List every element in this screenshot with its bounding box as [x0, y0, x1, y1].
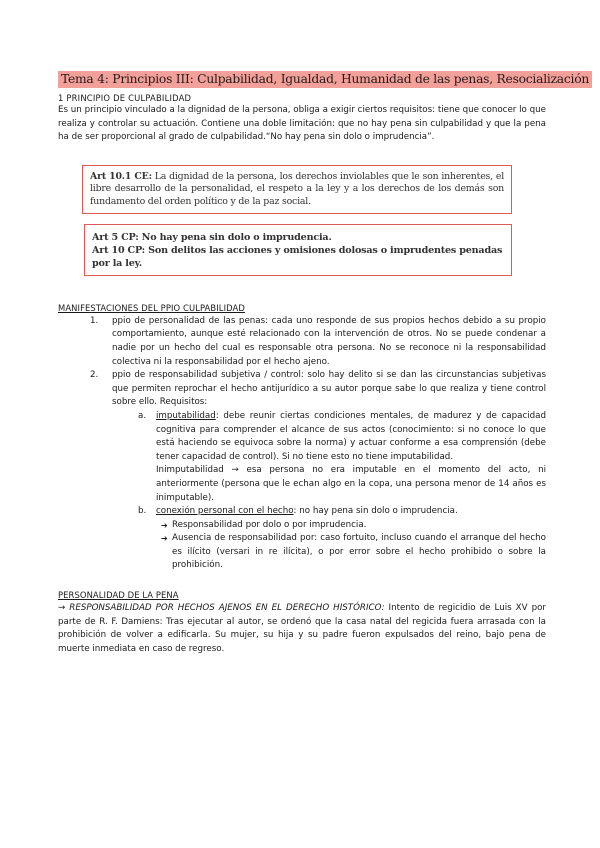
list-item [58, 369, 546, 410]
section-heading-manifestaciones: MANIFESTACIONES DEL PPIO CULPABILIDAD [58, 302, 245, 313]
term-text: : no hay pena sin dolo o imprudencia. [293, 506, 458, 517]
arrow-icon: ➔ [161, 534, 168, 544]
italic-lead: → RESPONSABILIDAD POR HECHOS AJENOS EN EL DERECHO HISTÓRICO: [58, 603, 385, 614]
sublist-item-b [58, 505, 546, 519]
sublist-text [156, 505, 546, 519]
arrow-bullet-text: Responsabilidad por dolo o por imprudencia. [172, 519, 367, 530]
sublist-item-a [58, 410, 546, 505]
personalidad-text: Intento de regicidio de Luis XV por parte de R. F. Damiens: Tras ejecutar al autor, se ordenó que la casa natal del regicida fuera arrasada con la prohibición de volver a edificarla. Su mujer, su hija y su padre fueron expulsados del reino, bajo pena de muerte inmediata en caso de regreso. [58, 603, 546, 654]
section-paragraph: Es un principio vinculado a la dignidad de la persona, obliga a exigir ciertos requisitos: tiene que conocer lo que realiza y controlar su actuación. Contiene una doble limitación: que no hay pena sin culpabilidad y que la pena ha de ser proporcional al grado de culpabilidad.“No hay pena sin dolo o imprudencia”. [58, 105, 546, 143]
term-text: : debe reunir ciertas condiciones mentales, de madurez y de capacidad cognitiva para comprender el alcance de sus actos (conocimiento: si no conoce lo que está haciendo se equivoca sobre la norma) y actuar conforme a esa comprensión (debe tener capacidad de control). Si no tiene esto no tiene imputabilidad. [156, 410, 546, 462]
quote-box-cp [84, 224, 512, 276]
list-item-text: ppio de personalidad de las penas: cada uno responde de sus propios hechos debido a su propio comportamiento, aunque esté relacionado con la intervención de otros. No se puede condenar a nadie por un hecho del cual es responsable otra persona. No se reconoce ni la responsabilidad colectiva ni la responsabilidad por el hecho ajeno. [112, 315, 546, 367]
arrow-bullet-item [58, 519, 546, 533]
quote-line-art10: Art 10 CP: Son delitos las acciones y omisiones dolosas o imprudentes penadas por la ley. [92, 244, 503, 270]
quote-label: Art 10.1 CE: [90, 170, 152, 182]
title-wrap [58, 68, 590, 88]
quote-box-ce [82, 165, 512, 214]
sublist-letter: a. [138, 410, 147, 421]
quote-line-art5: Art 5 CP: No hay pena sin dolo o imprudencia. [92, 231, 332, 243]
arrow-icon: ➔ [161, 520, 168, 530]
list-item-text: ppio de responsabilidad subjetiva / control: solo hay delito si se dan las circunstancias subjetivas que permiten reprochar el hecho antijurídico a su autor porque sabe lo que realiza y tiene control sobre ello. Requisitos: [112, 370, 546, 408]
document-page [58, 68, 590, 656]
list-number: 2. [90, 370, 99, 381]
section-heading-personalidad: PERSONALIDAD DE LA PENA [58, 590, 179, 601]
term-imputabilidad: imputabilidad [156, 410, 216, 421]
list-number: 1. [90, 315, 99, 326]
term-conexion: conexión personal con el hecho [156, 506, 294, 517]
page-title: Tema 4: Principios III: Culpabilidad, Igualdad, Humanidad de las penas, Resocialización [58, 71, 592, 88]
sublist-letter: b. [138, 506, 147, 517]
sublist-text [156, 410, 546, 464]
arrow-bullet-text: Ausencia de responsabilidad por: caso fortuito, incluso cuando el arranque del hecho es ilícito (versari in re ilícita), o por error sobre el hecho prohibido o sobre la prohibición. [172, 533, 546, 571]
quote-text: La dignidad de la persona, los derechos inviolables que le son inherentes, el libre desarrollo de la personalidad, el respeto a la ley y a los derechos de los demás son fundamento del orden político y de la paz social. [90, 170, 505, 207]
sublist-text-2: Inimputabilidad → esa persona no era imputable en el momento del acto, ni anteriormente (persona que le echan algo en la copa, una persona menor de 14 años es inimputable). [156, 465, 546, 503]
arrow-bullet-item [58, 532, 546, 573]
list-item [58, 315, 546, 369]
section-heading-culpabilidad: 1 PRINCIPIO DE CULPABILIDAD [58, 93, 192, 103]
personalidad-paragraph [58, 602, 546, 656]
